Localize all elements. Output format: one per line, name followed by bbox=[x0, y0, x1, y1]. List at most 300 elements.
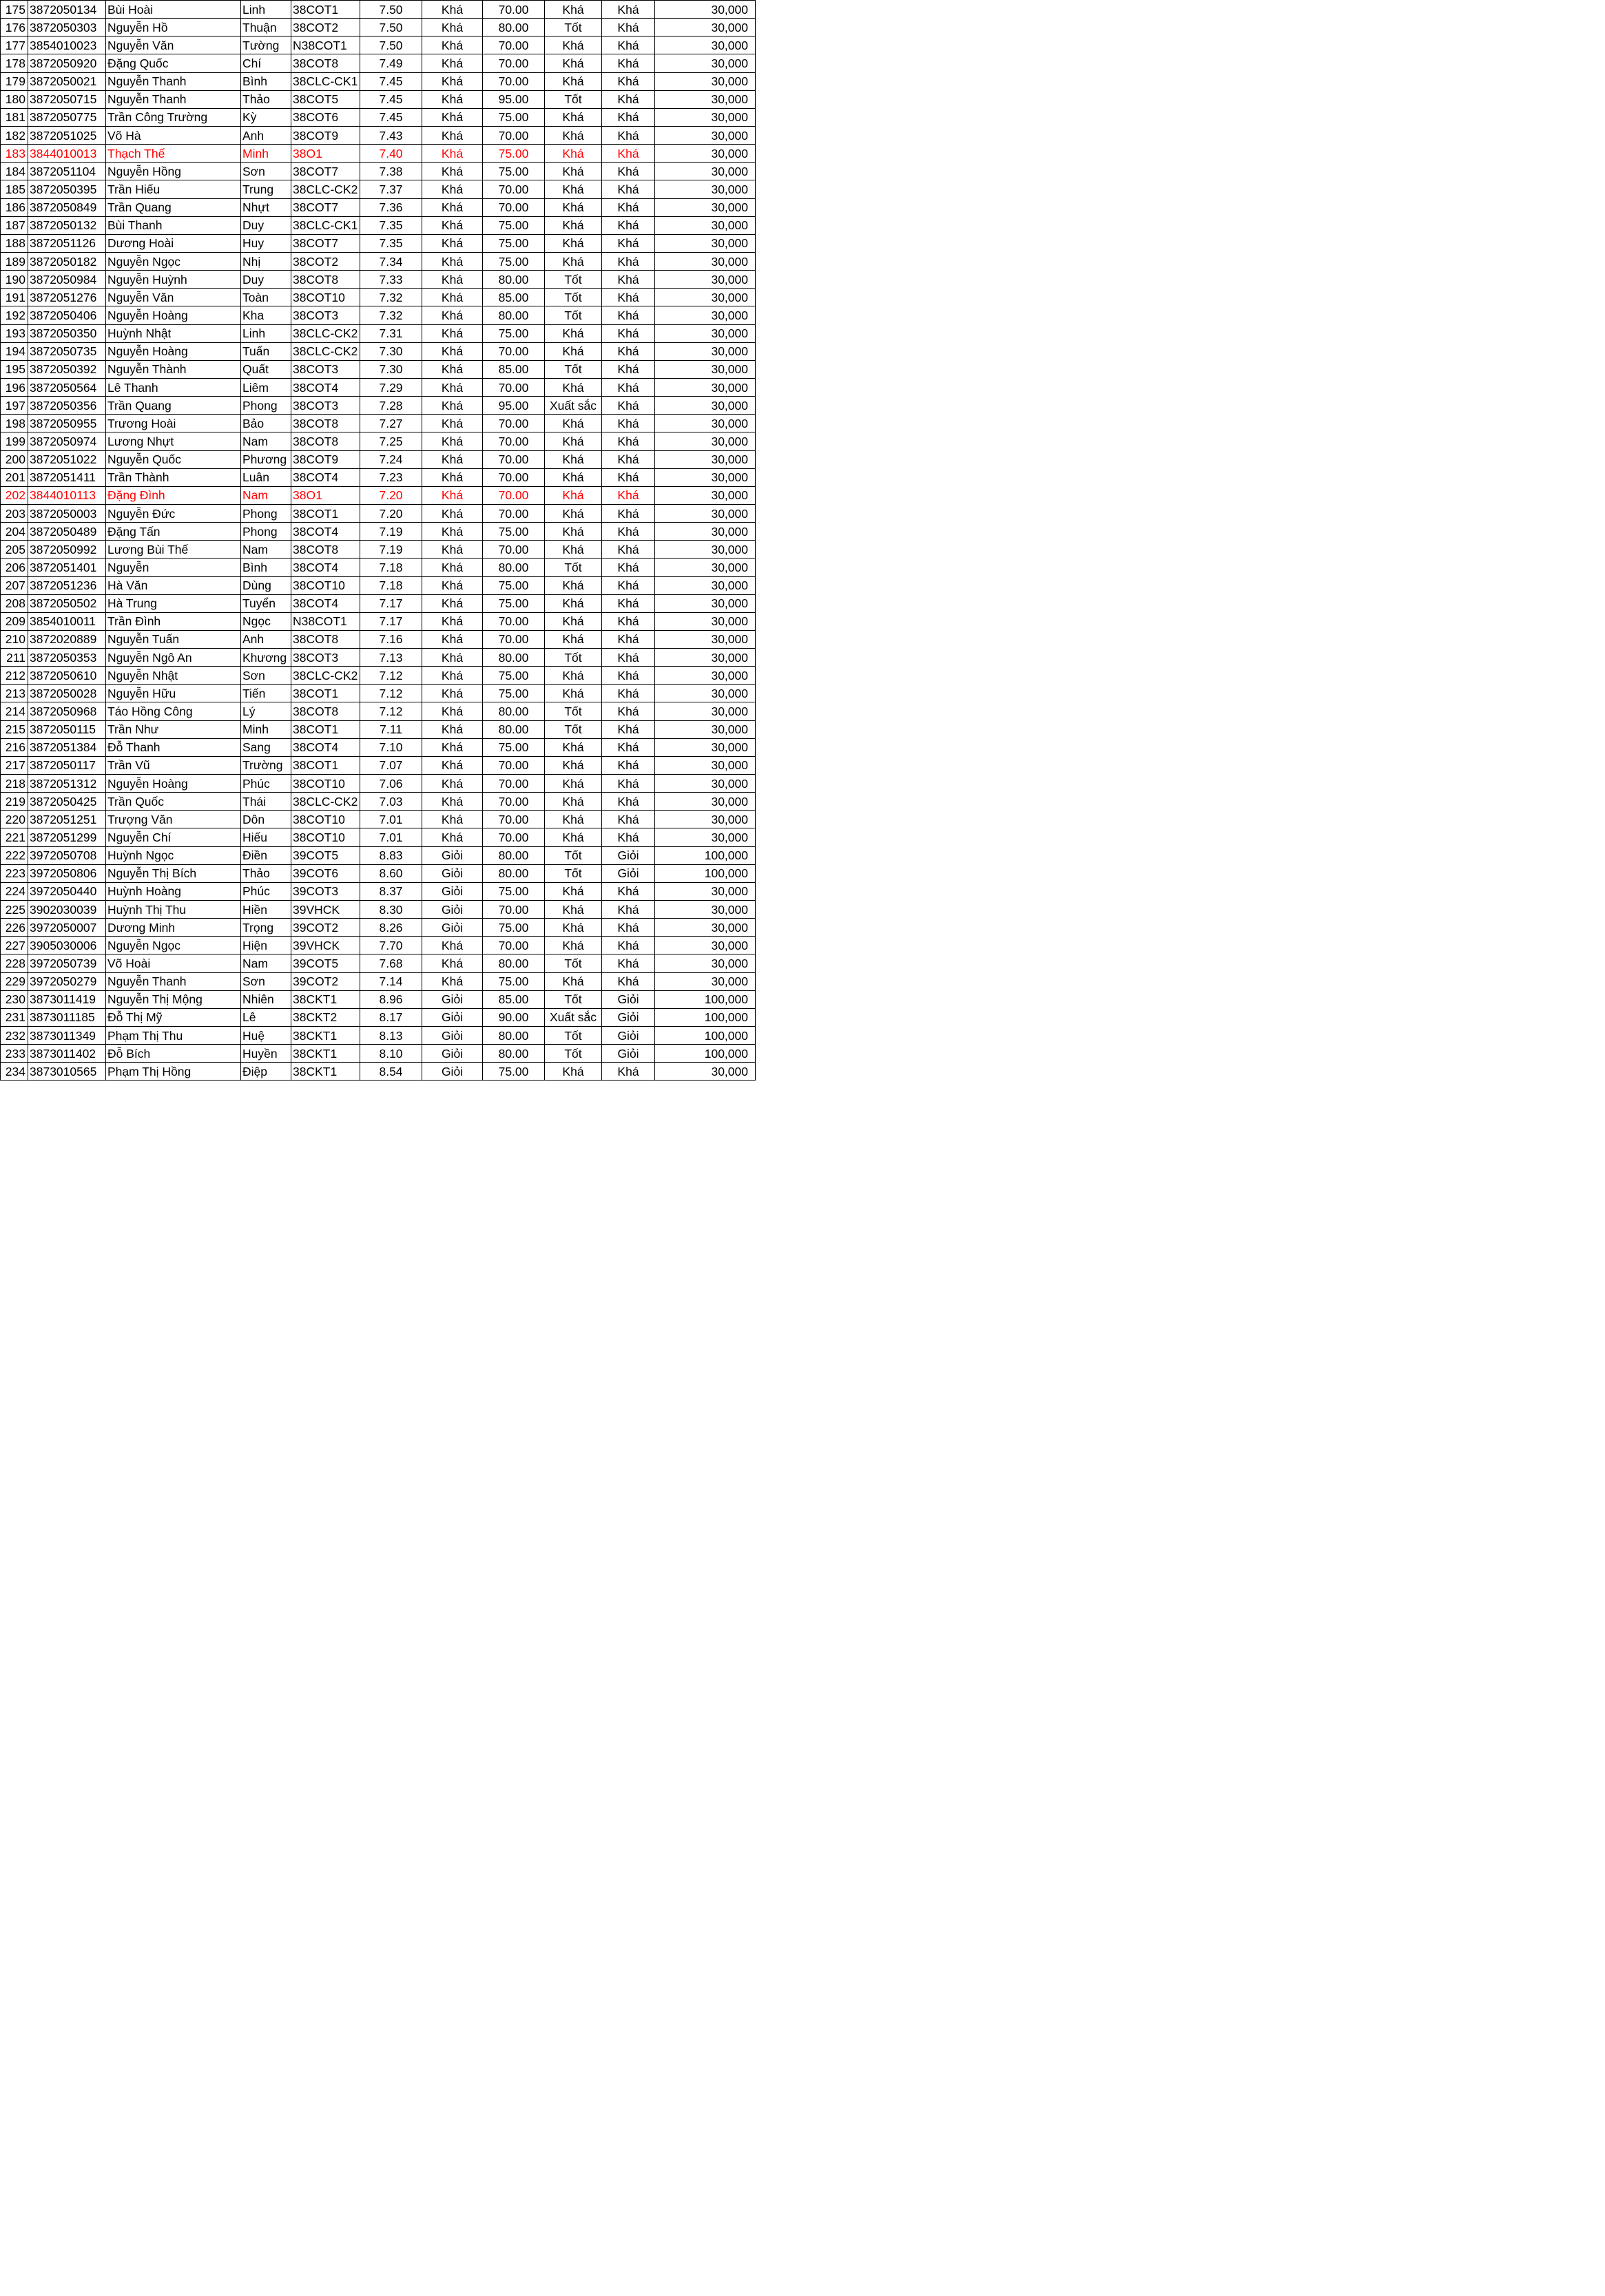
class-code-cell: N38COT1 bbox=[291, 612, 360, 630]
academic-rank-cell: Khá bbox=[422, 198, 483, 216]
row-number-cell: 203 bbox=[1, 504, 28, 522]
conduct-score-cell: 75.00 bbox=[483, 216, 545, 234]
conduct-rank-cell: Khá bbox=[545, 811, 602, 828]
table-row bbox=[1, 378, 756, 396]
student-id-cell: 3872051401 bbox=[28, 559, 106, 576]
scholarship-rank-cell: Giỏi bbox=[602, 1008, 655, 1026]
conduct-score-cell: 95.00 bbox=[483, 397, 545, 415]
row-number-cell: 201 bbox=[1, 468, 28, 486]
family-name-cell: Trần Quốc bbox=[106, 793, 241, 811]
academic-rank-cell: Khá bbox=[422, 1, 483, 19]
row-number-cell: 180 bbox=[1, 90, 28, 108]
conduct-score-cell: 70.00 bbox=[483, 901, 545, 919]
academic-rank-cell: Khá bbox=[422, 378, 483, 396]
scholarship-amount-cell: 30,000 bbox=[655, 271, 756, 289]
scholarship-amount-cell: 30,000 bbox=[655, 612, 756, 630]
conduct-rank-cell: Tốt bbox=[545, 271, 602, 289]
gpa-cell: 7.45 bbox=[360, 72, 422, 90]
table-row bbox=[1, 882, 756, 900]
scholarship-amount-cell: 30,000 bbox=[655, 720, 756, 738]
conduct-score-cell: 95.00 bbox=[483, 90, 545, 108]
class-code-cell: 39COT2 bbox=[291, 972, 360, 990]
scholarship-amount-cell: 30,000 bbox=[655, 972, 756, 990]
family-name-cell: Nguyễn Huỳnh bbox=[106, 271, 241, 289]
academic-rank-cell: Khá bbox=[422, 108, 483, 126]
student-id-cell: 3872050968 bbox=[28, 702, 106, 720]
scholarship-rank-cell: Giỏi bbox=[602, 990, 655, 1008]
class-code-cell: 39COT5 bbox=[291, 954, 360, 972]
gpa-cell: 7.16 bbox=[360, 630, 422, 648]
student-id-cell: 3872051384 bbox=[28, 738, 106, 756]
scholarship-amount-cell: 30,000 bbox=[655, 954, 756, 972]
class-code-cell: 38COT3 bbox=[291, 306, 360, 324]
scholarship-rank-cell: Khá bbox=[602, 108, 655, 126]
given-name-cell: Trọng bbox=[241, 919, 291, 937]
conduct-score-cell: 80.00 bbox=[483, 559, 545, 576]
scholarship-amount-cell: 30,000 bbox=[655, 397, 756, 415]
conduct-score-cell: 75.00 bbox=[483, 972, 545, 990]
table-row bbox=[1, 180, 756, 198]
academic-rank-cell: Khá bbox=[422, 937, 483, 954]
family-name-cell: Dương Hoài bbox=[106, 234, 241, 252]
academic-rank-cell: Giỏi bbox=[422, 1045, 483, 1063]
gpa-cell: 7.19 bbox=[360, 523, 422, 541]
academic-rank-cell: Khá bbox=[422, 180, 483, 198]
scholarship-amount-cell: 30,000 bbox=[655, 415, 756, 432]
given-name-cell: Sơn bbox=[241, 163, 291, 180]
conduct-score-cell: 75.00 bbox=[483, 252, 545, 270]
academic-rank-cell: Khá bbox=[422, 468, 483, 486]
scholarship-rank-cell: Khá bbox=[602, 163, 655, 180]
class-code-cell: 38COT4 bbox=[291, 378, 360, 396]
gpa-cell: 7.37 bbox=[360, 180, 422, 198]
conduct-score-cell: 75.00 bbox=[483, 1063, 545, 1081]
class-code-cell: 39COT3 bbox=[291, 882, 360, 900]
class-code-cell: 38COT7 bbox=[291, 198, 360, 216]
scholarship-rank-cell: Khá bbox=[602, 198, 655, 216]
class-code-cell: 38COT8 bbox=[291, 702, 360, 720]
class-code-cell: 38COT4 bbox=[291, 468, 360, 486]
conduct-score-cell: 80.00 bbox=[483, 720, 545, 738]
row-number-cell: 219 bbox=[1, 793, 28, 811]
gpa-cell: 7.27 bbox=[360, 415, 422, 432]
row-number-cell: 192 bbox=[1, 306, 28, 324]
family-name-cell: Phạm Thị Thu bbox=[106, 1027, 241, 1045]
scholarship-rank-cell: Khá bbox=[602, 306, 655, 324]
conduct-rank-cell: Tốt bbox=[545, 306, 602, 324]
gpa-cell: 7.40 bbox=[360, 145, 422, 163]
student-id-cell: 3872050182 bbox=[28, 252, 106, 270]
scholarship-amount-cell: 30,000 bbox=[655, 882, 756, 900]
scholarship-amount-cell: 30,000 bbox=[655, 667, 756, 685]
row-number-cell: 207 bbox=[1, 576, 28, 594]
gpa-cell: 7.30 bbox=[360, 360, 422, 378]
academic-rank-cell: Khá bbox=[422, 559, 483, 576]
family-name-cell: Hà Văn bbox=[106, 576, 241, 594]
scholarship-amount-cell: 30,000 bbox=[655, 649, 756, 667]
given-name-cell: Anh bbox=[241, 630, 291, 648]
scholarship-amount-cell: 30,000 bbox=[655, 1, 756, 19]
family-name-cell: Thạch Thế bbox=[106, 145, 241, 163]
gpa-cell: 7.35 bbox=[360, 216, 422, 234]
table-row bbox=[1, 756, 756, 774]
academic-rank-cell: Giỏi bbox=[422, 846, 483, 864]
conduct-rank-cell: Khá bbox=[545, 756, 602, 774]
gpa-cell: 7.01 bbox=[360, 828, 422, 846]
row-number-cell: 196 bbox=[1, 378, 28, 396]
family-name-cell: Nguyễn Chí bbox=[106, 828, 241, 846]
conduct-rank-cell: Tốt bbox=[545, 90, 602, 108]
conduct-score-cell: 85.00 bbox=[483, 990, 545, 1008]
scholarship-rank-cell: Khá bbox=[602, 180, 655, 198]
scholarship-amount-cell: 100,000 bbox=[655, 1045, 756, 1063]
scholarship-amount-cell: 30,000 bbox=[655, 702, 756, 720]
given-name-cell: Kỳ bbox=[241, 108, 291, 126]
conduct-score-cell: 70.00 bbox=[483, 756, 545, 774]
family-name-cell: Huỳnh Nhật bbox=[106, 324, 241, 342]
student-id-cell: 3872051251 bbox=[28, 811, 106, 828]
student-id-cell: 3872050955 bbox=[28, 415, 106, 432]
scholarship-amount-cell: 30,000 bbox=[655, 793, 756, 811]
given-name-cell: Lê bbox=[241, 1008, 291, 1026]
table-row bbox=[1, 612, 756, 630]
row-number-cell: 209 bbox=[1, 612, 28, 630]
row-number-cell: 175 bbox=[1, 1, 28, 19]
conduct-score-cell: 80.00 bbox=[483, 1027, 545, 1045]
conduct-rank-cell: Xuất sắc bbox=[545, 397, 602, 415]
scholarship-rank-cell: Giỏi bbox=[602, 1027, 655, 1045]
conduct-rank-cell: Khá bbox=[545, 54, 602, 72]
row-number-cell: 229 bbox=[1, 972, 28, 990]
student-id-cell: 3872050984 bbox=[28, 271, 106, 289]
table-row bbox=[1, 360, 756, 378]
gpa-cell: 7.45 bbox=[360, 90, 422, 108]
academic-rank-cell: Giỏi bbox=[422, 919, 483, 937]
given-name-cell: Dùng bbox=[241, 576, 291, 594]
gpa-cell: 7.17 bbox=[360, 612, 422, 630]
family-name-cell: Nguyễn Ngọc bbox=[106, 252, 241, 270]
scholarship-rank-cell: Khá bbox=[602, 667, 655, 685]
row-number-cell: 228 bbox=[1, 954, 28, 972]
class-code-cell: 38COT4 bbox=[291, 594, 360, 612]
row-number-cell: 183 bbox=[1, 145, 28, 163]
given-name-cell: Lý bbox=[241, 702, 291, 720]
conduct-rank-cell: Khá bbox=[545, 685, 602, 702]
class-code-cell: 38O1 bbox=[291, 486, 360, 504]
class-code-cell: 38CKT2 bbox=[291, 1008, 360, 1026]
scholarship-amount-cell: 30,000 bbox=[655, 576, 756, 594]
scholarship-amount-cell: 30,000 bbox=[655, 630, 756, 648]
conduct-score-cell: 70.00 bbox=[483, 54, 545, 72]
class-code-cell: 38COT9 bbox=[291, 450, 360, 468]
gpa-cell: 7.10 bbox=[360, 738, 422, 756]
conduct-score-cell: 80.00 bbox=[483, 649, 545, 667]
scholarship-rank-cell: Khá bbox=[602, 649, 655, 667]
gpa-cell: 7.18 bbox=[360, 576, 422, 594]
scholarship-amount-cell: 30,000 bbox=[655, 36, 756, 54]
academic-rank-cell: Khá bbox=[422, 702, 483, 720]
conduct-score-cell: 70.00 bbox=[483, 504, 545, 522]
conduct-score-cell: 70.00 bbox=[483, 126, 545, 144]
class-code-cell: 38COT8 bbox=[291, 630, 360, 648]
conduct-rank-cell: Khá bbox=[545, 415, 602, 432]
gpa-cell: 8.60 bbox=[360, 864, 422, 882]
given-name-cell: Trung bbox=[241, 180, 291, 198]
table-row bbox=[1, 1027, 756, 1045]
conduct-score-cell: 75.00 bbox=[483, 685, 545, 702]
family-name-cell: Nguyễn Quốc bbox=[106, 450, 241, 468]
family-name-cell: Đỗ Thị Mỹ bbox=[106, 1008, 241, 1026]
gpa-cell: 7.68 bbox=[360, 954, 422, 972]
scholarship-amount-cell: 30,000 bbox=[655, 54, 756, 72]
gpa-cell: 7.31 bbox=[360, 324, 422, 342]
scholarship-rank-cell: Khá bbox=[602, 630, 655, 648]
row-number-cell: 188 bbox=[1, 234, 28, 252]
conduct-score-cell: 75.00 bbox=[483, 163, 545, 180]
family-name-cell: Nguyễn Văn bbox=[106, 289, 241, 306]
family-name-cell: Trượng Văn bbox=[106, 811, 241, 828]
family-name-cell: Lương Nhựt bbox=[106, 432, 241, 450]
family-name-cell: Trần Như bbox=[106, 720, 241, 738]
table-row bbox=[1, 828, 756, 846]
class-code-cell: 39VHCK bbox=[291, 901, 360, 919]
family-name-cell: Trần Thành bbox=[106, 468, 241, 486]
student-id-cell: 3872050920 bbox=[28, 54, 106, 72]
table-row bbox=[1, 198, 756, 216]
scholarship-rank-cell: Khá bbox=[602, 216, 655, 234]
conduct-score-cell: 70.00 bbox=[483, 612, 545, 630]
conduct-score-cell: 75.00 bbox=[483, 324, 545, 342]
scholarship-amount-cell: 30,000 bbox=[655, 360, 756, 378]
row-number-cell: 193 bbox=[1, 324, 28, 342]
row-number-cell: 181 bbox=[1, 108, 28, 126]
scholarship-amount-cell: 30,000 bbox=[655, 324, 756, 342]
family-name-cell: Trần Hiếu bbox=[106, 180, 241, 198]
class-code-cell: 38COT1 bbox=[291, 685, 360, 702]
row-number-cell: 227 bbox=[1, 937, 28, 954]
class-code-cell: 38CLC-CK2 bbox=[291, 667, 360, 685]
scholarship-amount-cell: 30,000 bbox=[655, 163, 756, 180]
scholarship-rank-cell: Khá bbox=[602, 324, 655, 342]
conduct-score-cell: 75.00 bbox=[483, 576, 545, 594]
student-id-cell: 3872050992 bbox=[28, 541, 106, 559]
academic-rank-cell: Khá bbox=[422, 594, 483, 612]
row-number-cell: 225 bbox=[1, 901, 28, 919]
table-row bbox=[1, 415, 756, 432]
conduct-rank-cell: Khá bbox=[545, 342, 602, 360]
conduct-rank-cell: Khá bbox=[545, 738, 602, 756]
given-name-cell: Huệ bbox=[241, 1027, 291, 1045]
student-id-cell: 3972050806 bbox=[28, 864, 106, 882]
given-name-cell: Thảo bbox=[241, 90, 291, 108]
conduct-score-cell: 75.00 bbox=[483, 738, 545, 756]
table-row bbox=[1, 252, 756, 270]
given-name-cell: Nam bbox=[241, 541, 291, 559]
scholarship-amount-cell: 30,000 bbox=[655, 198, 756, 216]
scholarship-rank-cell: Khá bbox=[602, 450, 655, 468]
academic-rank-cell: Giỏi bbox=[422, 1008, 483, 1026]
table-row bbox=[1, 775, 756, 793]
scholarship-amount-cell: 30,000 bbox=[655, 811, 756, 828]
gpa-cell: 8.26 bbox=[360, 919, 422, 937]
class-code-cell: 38COT1 bbox=[291, 1, 360, 19]
given-name-cell: Hiện bbox=[241, 937, 291, 954]
conduct-rank-cell: Tốt bbox=[545, 649, 602, 667]
student-id-cell: 3905030006 bbox=[28, 937, 106, 954]
conduct-rank-cell: Khá bbox=[545, 667, 602, 685]
gpa-cell: 7.03 bbox=[360, 793, 422, 811]
given-name-cell: Sơn bbox=[241, 667, 291, 685]
scholarship-amount-cell: 30,000 bbox=[655, 594, 756, 612]
table-row bbox=[1, 271, 756, 289]
conduct-score-cell: 75.00 bbox=[483, 667, 545, 685]
student-id-cell: 3872051312 bbox=[28, 775, 106, 793]
scholarship-rank-cell: Khá bbox=[602, 612, 655, 630]
scholarship-amount-cell: 30,000 bbox=[655, 685, 756, 702]
student-id-cell: 3873011419 bbox=[28, 990, 106, 1008]
gpa-cell: 7.24 bbox=[360, 450, 422, 468]
given-name-cell: Phong bbox=[241, 397, 291, 415]
table-row bbox=[1, 576, 756, 594]
academic-rank-cell: Khá bbox=[422, 630, 483, 648]
table-row bbox=[1, 504, 756, 522]
gpa-cell: 7.36 bbox=[360, 198, 422, 216]
scholarship-amount-cell: 30,000 bbox=[655, 72, 756, 90]
student-id-cell: 3872050489 bbox=[28, 523, 106, 541]
scholarship-amount-cell: 30,000 bbox=[655, 523, 756, 541]
scholarship-rank-cell: Khá bbox=[602, 919, 655, 937]
row-number-cell: 195 bbox=[1, 360, 28, 378]
scholarship-rank-cell: Khá bbox=[602, 252, 655, 270]
scholarship-rank-cell: Khá bbox=[602, 901, 655, 919]
row-number-cell: 224 bbox=[1, 882, 28, 900]
scholarship-amount-cell: 100,000 bbox=[655, 990, 756, 1008]
scholarship-amount-cell: 30,000 bbox=[655, 450, 756, 468]
family-name-cell: Trần Công Trường bbox=[106, 108, 241, 126]
conduct-score-cell: 70.00 bbox=[483, 541, 545, 559]
academic-rank-cell: Khá bbox=[422, 649, 483, 667]
conduct-rank-cell: Tốt bbox=[545, 1027, 602, 1045]
conduct-rank-cell: Khá bbox=[545, 919, 602, 937]
conduct-rank-cell: Khá bbox=[545, 36, 602, 54]
scholarship-rank-cell: Giỏi bbox=[602, 846, 655, 864]
scholarship-rank-cell: Khá bbox=[602, 19, 655, 36]
academic-rank-cell: Khá bbox=[422, 667, 483, 685]
conduct-rank-cell: Xuất sắc bbox=[545, 1008, 602, 1026]
scholarship-amount-cell: 30,000 bbox=[655, 468, 756, 486]
class-code-cell: 38COT1 bbox=[291, 504, 360, 522]
given-name-cell: Anh bbox=[241, 126, 291, 144]
gpa-cell: 7.12 bbox=[360, 685, 422, 702]
gpa-cell: 7.12 bbox=[360, 667, 422, 685]
class-code-cell: 38CLC-CK2 bbox=[291, 342, 360, 360]
family-name-cell: Lương Bùi Thế bbox=[106, 541, 241, 559]
table-row bbox=[1, 1045, 756, 1063]
academic-rank-cell: Khá bbox=[422, 36, 483, 54]
given-name-cell: Khương bbox=[241, 649, 291, 667]
conduct-rank-cell: Tốt bbox=[545, 289, 602, 306]
student-id-cell: 3873011402 bbox=[28, 1045, 106, 1063]
academic-rank-cell: Khá bbox=[422, 397, 483, 415]
row-number-cell: 194 bbox=[1, 342, 28, 360]
scholarship-amount-cell: 100,000 bbox=[655, 1008, 756, 1026]
row-number-cell: 179 bbox=[1, 72, 28, 90]
given-name-cell: Sang bbox=[241, 738, 291, 756]
class-code-cell: 38COT10 bbox=[291, 828, 360, 846]
scholarship-rank-cell: Khá bbox=[602, 559, 655, 576]
conduct-rank-cell: Khá bbox=[545, 972, 602, 990]
row-number-cell: 232 bbox=[1, 1027, 28, 1045]
table-row bbox=[1, 450, 756, 468]
gpa-cell: 7.50 bbox=[360, 1, 422, 19]
class-code-cell: 38COT3 bbox=[291, 649, 360, 667]
scholarship-amount-cell: 30,000 bbox=[655, 756, 756, 774]
table-row bbox=[1, 793, 756, 811]
family-name-cell: Nguyễn Thị Bích bbox=[106, 864, 241, 882]
family-name-cell: Lê Thanh bbox=[106, 378, 241, 396]
conduct-score-cell: 70.00 bbox=[483, 432, 545, 450]
conduct-score-cell: 70.00 bbox=[483, 630, 545, 648]
family-name-cell: Trương Hoài bbox=[106, 415, 241, 432]
conduct-score-cell: 90.00 bbox=[483, 1008, 545, 1026]
scholarship-amount-cell: 30,000 bbox=[655, 126, 756, 144]
class-code-cell: 38COT8 bbox=[291, 271, 360, 289]
table-row bbox=[1, 54, 756, 72]
table-row bbox=[1, 486, 756, 504]
student-id-cell: 3872050715 bbox=[28, 90, 106, 108]
academic-rank-cell: Khá bbox=[422, 811, 483, 828]
gpa-cell: 7.13 bbox=[360, 649, 422, 667]
given-name-cell: Điệp bbox=[241, 1063, 291, 1081]
conduct-rank-cell: Khá bbox=[545, 828, 602, 846]
scholarship-amount-cell: 30,000 bbox=[655, 828, 756, 846]
family-name-cell: Nguyễn Hoàng bbox=[106, 306, 241, 324]
conduct-rank-cell: Khá bbox=[545, 576, 602, 594]
conduct-rank-cell: Khá bbox=[545, 937, 602, 954]
conduct-rank-cell: Tốt bbox=[545, 720, 602, 738]
class-code-cell: 38CLC-CK2 bbox=[291, 793, 360, 811]
scholarship-rank-cell: Khá bbox=[602, 756, 655, 774]
academic-rank-cell: Khá bbox=[422, 793, 483, 811]
student-id-cell: 3872051126 bbox=[28, 234, 106, 252]
table-row bbox=[1, 126, 756, 144]
class-code-cell: 38COT3 bbox=[291, 397, 360, 415]
conduct-rank-cell: Khá bbox=[545, 630, 602, 648]
gpa-cell: 7.18 bbox=[360, 559, 422, 576]
scholarship-rank-cell: Khá bbox=[602, 486, 655, 504]
table-row bbox=[1, 397, 756, 415]
class-code-cell: 38COT7 bbox=[291, 163, 360, 180]
scholarship-rank-cell: Khá bbox=[602, 54, 655, 72]
conduct-rank-cell: Tốt bbox=[545, 864, 602, 882]
row-number-cell: 184 bbox=[1, 163, 28, 180]
gpa-cell: 7.50 bbox=[360, 36, 422, 54]
student-id-cell: 3872050350 bbox=[28, 324, 106, 342]
table-row bbox=[1, 919, 756, 937]
conduct-rank-cell: Tốt bbox=[545, 559, 602, 576]
student-id-cell: 3872051025 bbox=[28, 126, 106, 144]
class-code-cell: 38CLC-CK1 bbox=[291, 72, 360, 90]
row-number-cell: 221 bbox=[1, 828, 28, 846]
gpa-cell: 7.01 bbox=[360, 811, 422, 828]
table-row bbox=[1, 1, 756, 19]
row-number-cell: 211 bbox=[1, 649, 28, 667]
academic-rank-cell: Khá bbox=[422, 756, 483, 774]
student-id-cell: 3972050708 bbox=[28, 846, 106, 864]
student-id-cell: 3972050279 bbox=[28, 972, 106, 990]
row-number-cell: 212 bbox=[1, 667, 28, 685]
given-name-cell: Thái bbox=[241, 793, 291, 811]
